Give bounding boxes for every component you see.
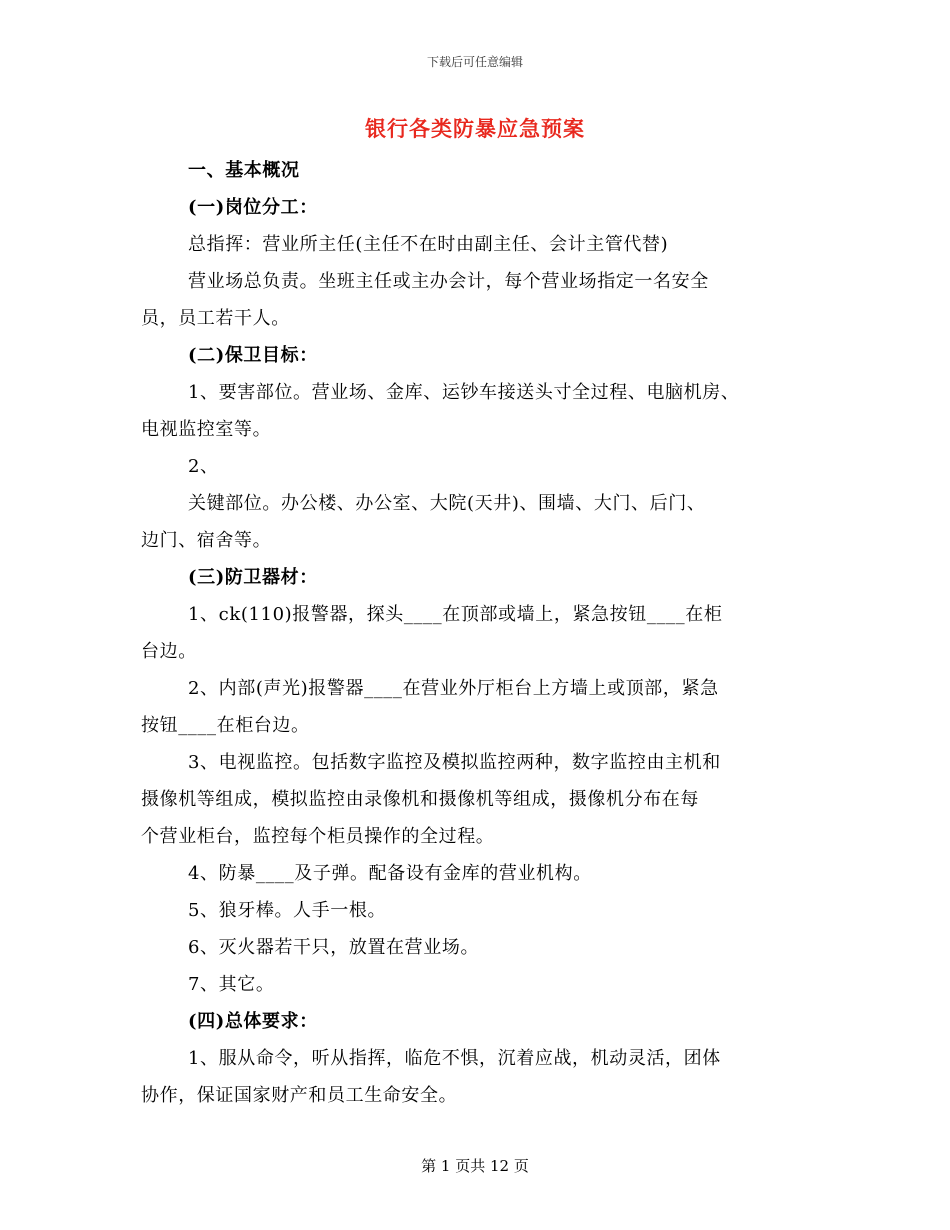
section-heading: (一)岗位分工： <box>188 197 318 218</box>
paragraph-line: 6、灭火器若干只，放置在营业场。 <box>188 937 480 958</box>
page-footer: 第 1 页共 12 页 <box>421 1157 529 1175</box>
section-heading: (三)防卫器材： <box>188 567 318 588</box>
paragraph-line: 1、ck(110)报警器，探头____在顶部或墙上，紧急按钮____在柜 <box>188 604 723 625</box>
paragraph-line: 按钮____在柜台边。 <box>141 715 310 736</box>
paragraph-line: 营业场总负责。坐班主任或主办会计，每个营业场指定一名安全 <box>188 271 709 292</box>
paragraph-line: 摄像机等组成，模拟监控由录像机和摄像机等组成，摄像机分布在每 <box>141 789 699 810</box>
section-heading: (二)保卫目标： <box>188 345 318 366</box>
paragraph-line: 1、要害部位。营业场、金库、运钞车接送头寸全过程、电脑机房、 <box>188 382 740 403</box>
section-heading: (四)总体要求： <box>188 1011 318 1032</box>
paragraph-line: 边门、宿舍等。 <box>141 530 272 551</box>
document-body <box>141 152 821 1114</box>
paragraph-line: 协作，保证国家财产和员工生命安全。 <box>141 1085 458 1106</box>
paragraph-line: 2、 <box>188 456 219 477</box>
paragraph-line: 7、其它。 <box>188 974 275 995</box>
page-header: 下载后可任意编辑 <box>426 55 523 69</box>
paragraph-line: 2、内部(声光)报警器____在营业外厅柜台上方墙上或顶部，紧急 <box>188 678 719 699</box>
paragraph-line: 员，员工若干人。 <box>141 308 290 329</box>
paragraph-line: 3、电视监控。包括数字监控及模拟监控两种，数字监控由主机和 <box>188 752 721 773</box>
document-title: 银行各类防暴应急预案 <box>365 116 585 141</box>
section-heading: 一、基本概况 <box>188 160 300 181</box>
paragraph-line: 个营业柜台，监控每个柜员操作的全过程。 <box>141 826 495 847</box>
paragraph-line: 总指挥：营业所主任(主任不在时由副主任、会计主管代替) <box>188 234 669 255</box>
paragraph-line: 台边。 <box>141 641 197 662</box>
paragraph-line: 电视监控室等。 <box>141 419 272 440</box>
paragraph-line: 5、狼牙棒。人手一根。 <box>188 900 387 921</box>
paragraph-line: 4、防暴____及子弹。配备设有金库的营业机构。 <box>188 863 592 884</box>
paragraph-line: 关键部位。办公楼、办公室、大院(天井)、围墙、大门、后门、 <box>188 493 706 514</box>
paragraph-line: 1、服从命令，听从指挥，临危不惧，沉着应战，机动灵活，团体 <box>188 1048 721 1069</box>
